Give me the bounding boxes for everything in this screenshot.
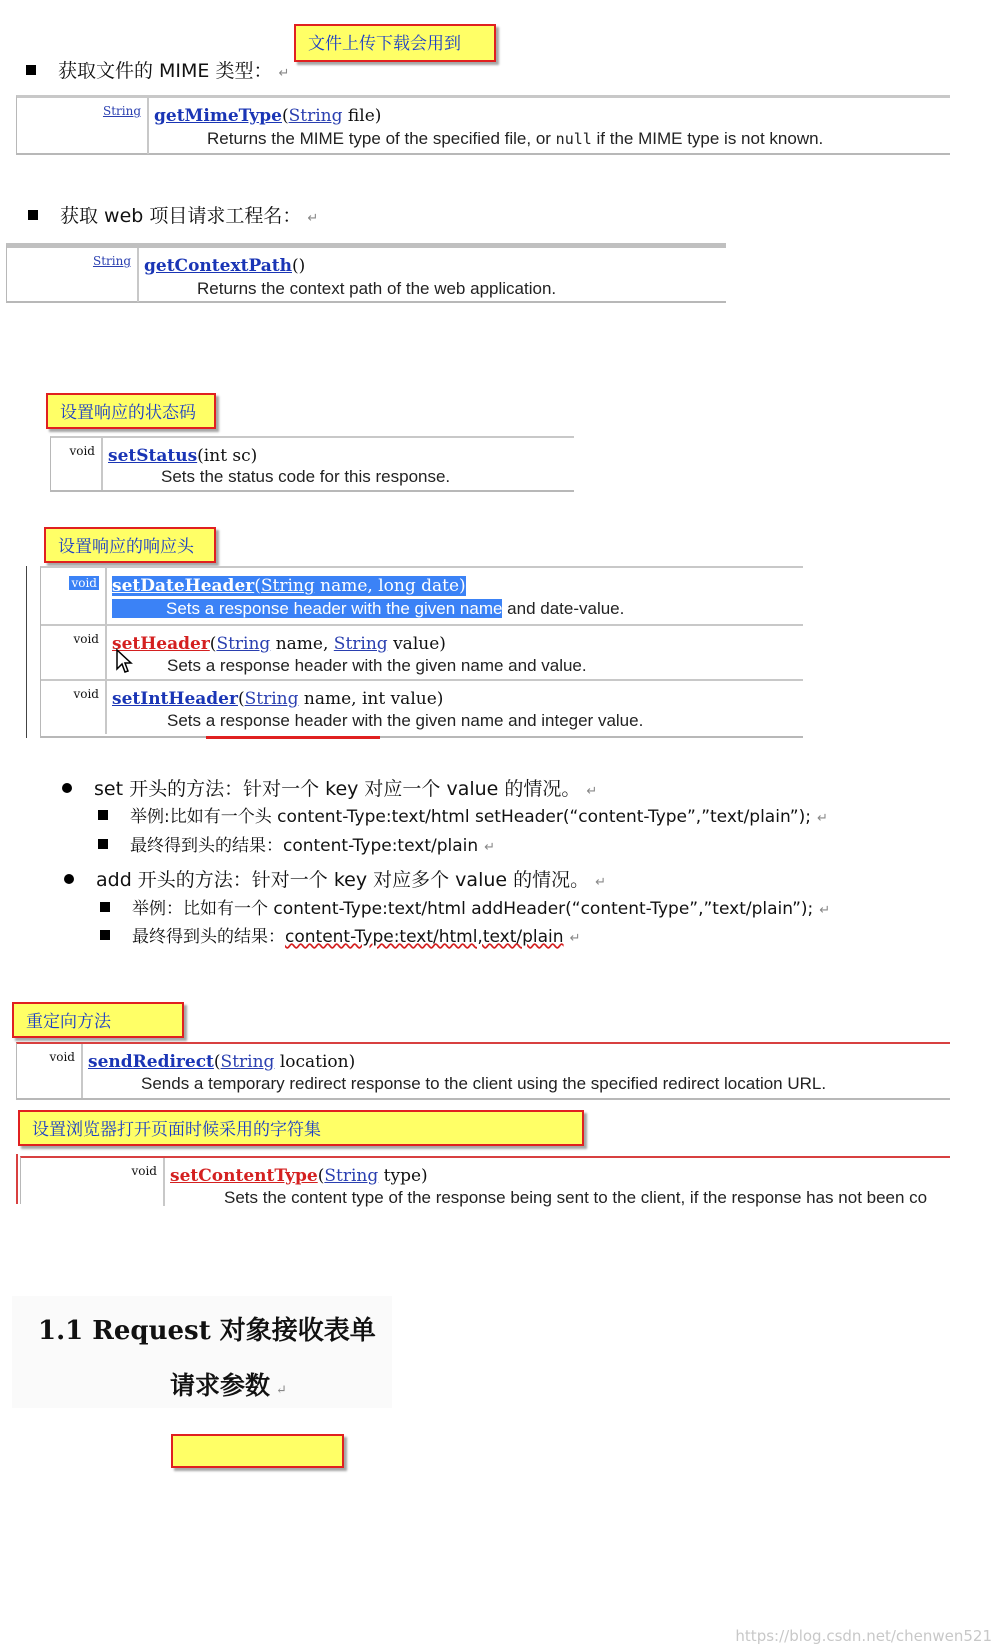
square-bullet-icon xyxy=(98,810,108,820)
method-description: Returns the MIME type of the specified file, or null if the MIME type is not known. xyxy=(207,129,824,148)
note-set-header xyxy=(44,527,216,563)
margin-line xyxy=(26,566,27,738)
return-type[interactable]: String xyxy=(7,248,139,302)
method-signature: setDateHeader(String name, long date) xyxy=(112,576,466,596)
method-name-link[interactable]: getMimeType xyxy=(154,106,282,126)
method-signature: setStatus(int sc) xyxy=(108,446,258,466)
add-methods-title: add 开头的方法：针对一个 key 对应多个 value 的情况。 ↵ xyxy=(64,865,606,892)
method-name-link[interactable]: setContentType xyxy=(170,1166,318,1186)
method-row xyxy=(51,438,574,490)
note-empty xyxy=(171,1434,344,1468)
margin-line xyxy=(16,1154,18,1204)
watermark: https://blog.csdn.net/chenwen521 xyxy=(735,1627,992,1645)
set-example: 举例:比如有一个头 content-Type:text/html setHeader(“content-Type”,”text/plain”); ↵ xyxy=(98,802,828,827)
return-type: void xyxy=(21,1158,165,1206)
method-row-setdateheader xyxy=(41,568,803,624)
section-subheading: 请求参数 ↵ xyxy=(170,1371,287,1400)
note-charset xyxy=(18,1110,584,1146)
bullet-mime xyxy=(26,56,289,83)
method-table-setstatus xyxy=(50,436,574,492)
square-bullet-icon xyxy=(100,930,110,940)
method-table-setcontenttype xyxy=(20,1156,950,1207)
method-name-link[interactable]: getContextPath xyxy=(144,256,292,276)
method-row xyxy=(17,1044,950,1098)
return-type: void xyxy=(41,681,107,734)
method-table-sendredirect xyxy=(16,1042,950,1100)
return-type: void xyxy=(41,626,107,679)
method-table-headers xyxy=(40,566,803,738)
method-name-link[interactable]: setStatus xyxy=(108,446,198,466)
param-type-link[interactable]: String xyxy=(260,576,315,596)
return-type: void xyxy=(41,568,107,624)
square-bullet-icon xyxy=(98,839,108,849)
method-row xyxy=(7,248,726,302)
red-underline-mark xyxy=(206,736,380,739)
square-bullet-icon xyxy=(100,902,110,912)
method-description: Sends a temporary redirect response to the client using the specified redirect location URL. xyxy=(141,1074,827,1093)
method-signature: setHeader(String name, String value) xyxy=(112,634,446,654)
note-text: 重定向方法 xyxy=(26,1012,111,1032)
note-text: 设置响应的响应头 xyxy=(58,537,194,557)
set-methods-title: set 开头的方法：针对一个 key 对应一个 value 的情况。 ↵ xyxy=(62,774,597,801)
note-file-upload xyxy=(294,24,496,62)
method-description: Sets a response header with the given name and date-value. xyxy=(112,599,624,619)
method-signature: getMimeType(String file) xyxy=(154,106,382,126)
set-result: 最终得到头的结果：content-Type:text/plain ↵ xyxy=(98,831,495,856)
param-text: file) xyxy=(342,106,382,126)
method-signature: setContentType(String type) xyxy=(170,1166,428,1186)
square-bullet-icon xyxy=(28,210,38,220)
method-row-setheader xyxy=(41,624,803,679)
mouse-cursor-icon xyxy=(115,648,133,674)
method-signature: getContextPath() xyxy=(144,256,306,276)
method-description: Sets a response header with the given name and integer value. xyxy=(167,711,644,730)
section-heading: 1.1 Request 对象接收表单 xyxy=(38,1316,376,1346)
method-table-getcontextpath xyxy=(6,243,726,303)
paragraph-mark-icon: ↵ xyxy=(278,66,290,81)
method-name-link[interactable]: setDateHeader xyxy=(112,576,255,596)
note-text: 设置浏览器打开页面时候采用的字符集 xyxy=(32,1120,321,1140)
return-type: void xyxy=(51,438,103,490)
add-result: 最终得到头的结果：content-Type:text/html,text/plain ↵ xyxy=(100,922,580,947)
note-text: 文件上传下载会用到 xyxy=(308,34,461,54)
paragraph-mark-icon: ↵ xyxy=(307,211,319,226)
bullet-context-path xyxy=(28,201,318,228)
method-table-getmimetype xyxy=(16,95,950,155)
method-description: Sets the content type of the response being sent to the client, if the response has not been co xyxy=(224,1188,928,1207)
method-row xyxy=(17,98,950,154)
method-name-link[interactable]: setHeader xyxy=(112,634,210,654)
return-type: void xyxy=(17,1044,83,1098)
dot-bullet-icon xyxy=(62,783,72,793)
param-type-link[interactable]: String xyxy=(216,634,271,654)
param-type-link[interactable]: String xyxy=(288,106,343,126)
dot-bullet-icon xyxy=(64,874,74,884)
method-row xyxy=(21,1158,950,1206)
param-type-link[interactable]: String xyxy=(324,1166,379,1186)
square-bullet-icon xyxy=(26,65,36,75)
note-set-status xyxy=(46,393,216,429)
method-name-link[interactable]: sendRedirect xyxy=(88,1052,214,1072)
return-type[interactable]: String xyxy=(17,98,149,154)
method-row-setintheader xyxy=(41,679,803,734)
param-type-link[interactable]: String xyxy=(220,1052,275,1072)
method-description: Sets a response header with the given name and value. xyxy=(167,656,587,675)
note-redirect xyxy=(12,1002,184,1038)
add-example: 举例：比如有一个 content-Type:text/html addHeader(“content-Type”,”text/plain”); ↵ xyxy=(100,894,830,919)
method-description: Sets the status code for this response. xyxy=(161,467,451,486)
method-signature: sendRedirect(String location) xyxy=(88,1052,356,1072)
method-name-link[interactable]: setIntHeader xyxy=(112,689,238,709)
bullet-text: 获取文件的 MIME 类型： xyxy=(58,60,273,82)
param-type-link[interactable]: String xyxy=(244,689,299,709)
method-description: Returns the context path of the web application. xyxy=(197,279,557,298)
bullet-text: 获取 web 项目请求工程名： xyxy=(60,205,302,227)
param-type-link[interactable]: String xyxy=(333,634,388,654)
note-text: 设置响应的状态码 xyxy=(60,403,196,423)
method-signature: setIntHeader(String name, int value) xyxy=(112,689,444,709)
